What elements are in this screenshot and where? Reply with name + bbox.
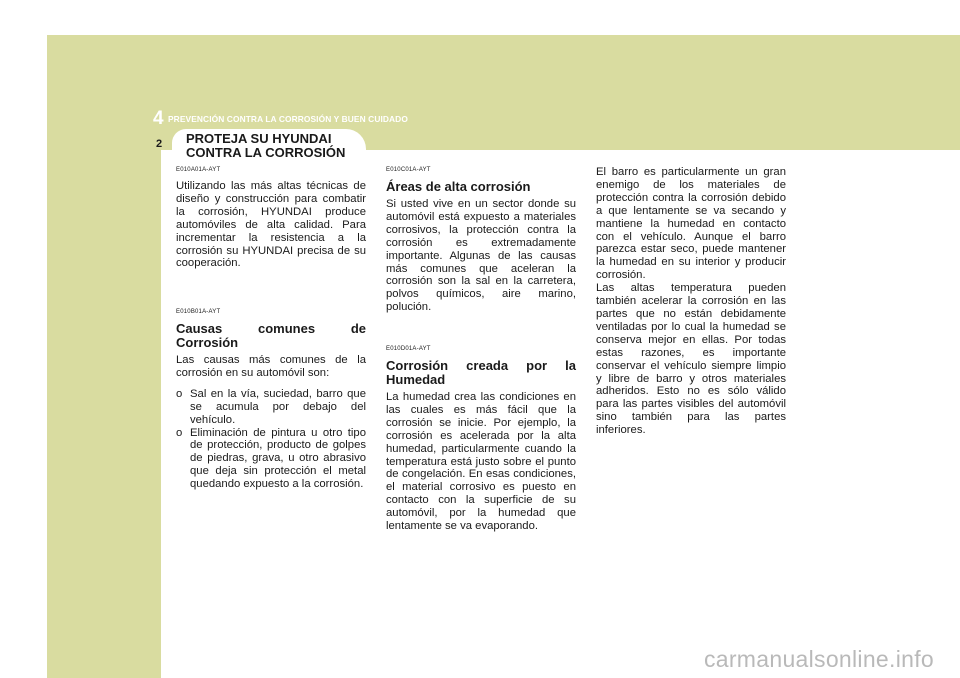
causes-code: E010B01A-AYT: [176, 309, 221, 315]
humidity-section: [386, 345, 576, 533]
causes-list: [176, 388, 366, 491]
list-item-text: Sal en la vía, suciedad, barro que se acumula por debajo del vehículo.: [190, 387, 366, 426]
bullet-mark: o: [176, 387, 183, 400]
humidity-heading: Corrosión creada por la Humedad: [386, 358, 576, 387]
areas-section: [386, 166, 576, 314]
causes-paragraph: Las causas más comunes de la corrosión en su automóvil son:: [176, 354, 366, 379]
list-item: [176, 388, 366, 427]
section-title-tab: [172, 129, 366, 165]
humidity-code: E010D01A-AYT: [386, 346, 431, 352]
humidity-paragraph: La humedad crea las condiciones en las cuales es más fácil que la corrosión se inicie. Por ejemplo, la corrosión es acelerada por la alta humedad, particularmente cuando la temperatura está justo sobre el punto de congelación. En esas condiciones, el material corrosivo es puesto en contacto con la superficie de su automóvil, por la humedad que lentamente se va evaporando.: [386, 391, 576, 533]
list-item-text: Eliminación de pintura u otro tipo de protección, producto de golpes de piedras, grava, u otro abrasivo que deja sin protección el metal quedando expuesto a la corrosión.: [190, 426, 366, 491]
page-number: 2: [156, 138, 163, 150]
areas-heading: Áreas de alta corrosión: [386, 179, 531, 194]
column-1: [176, 166, 366, 270]
temperature-paragraph: Las altas temperatura pueden también acelerar la corrosión en las partes que no están debidamente ventiladas por lo cual la humedad se conserva mejor en ellas. Por todas estas razones, es importante conservar el vehículo siempre limpio y libre de barro y otros materiales adheridos. Esto no es sólo válido para las partes visibles del automóvil sino también para las partes inferiores.: [596, 282, 786, 437]
mud-paragraph: El barro es particularmente un gran enemigo de los materiales de protección contra la corrosión debido a que lentamente se va secando y mantiene la humedad en contacto con el vehículo. Aunque el barro parezca estar seco, puede mantener la humedad en su interior y producir corrosión.: [596, 166, 786, 282]
watermark: carmanualsonline.info: [703, 646, 934, 672]
section-title-line1: PROTEJA SU HYUNDAI: [186, 131, 332, 146]
areas-paragraph: Si usted vive en un sector donde su automóvil está expuesto a materiales corrosivos, la protección contra la corrosión es extremadamente importante. Algunas de las causas más comunes que aceleran la corrosión son la sal en la carretera, polvos químicos, aire marino, polución.: [386, 198, 576, 314]
section-title-line2: CONTRA LA CORROSIÓN: [186, 145, 346, 160]
areas-code: E010C01A-AYT: [386, 167, 431, 173]
intro-paragraph: Utilizando las más altas técnicas de diseño y construcción para combatir la corrosión, HYUNDAI produce automóviles de alta calidad. Para incrementar la resistencia a la corrosión su HYUNDAI precisa de su cooperación.: [176, 180, 366, 270]
chapter-number: 4: [153, 108, 164, 129]
column-3: [596, 166, 786, 437]
list-item: [176, 427, 366, 492]
intro-code: E010A01A-AYT: [176, 167, 221, 173]
causes-heading: Causas comunes de Corrosión: [176, 321, 366, 350]
side-band: [47, 35, 161, 678]
causes-section: [176, 308, 366, 491]
chapter-title: PREVENCIÓN CONTRA LA CORROSIÓN Y BUEN CUIDADO: [168, 114, 408, 124]
bullet-mark: o: [176, 426, 183, 439]
